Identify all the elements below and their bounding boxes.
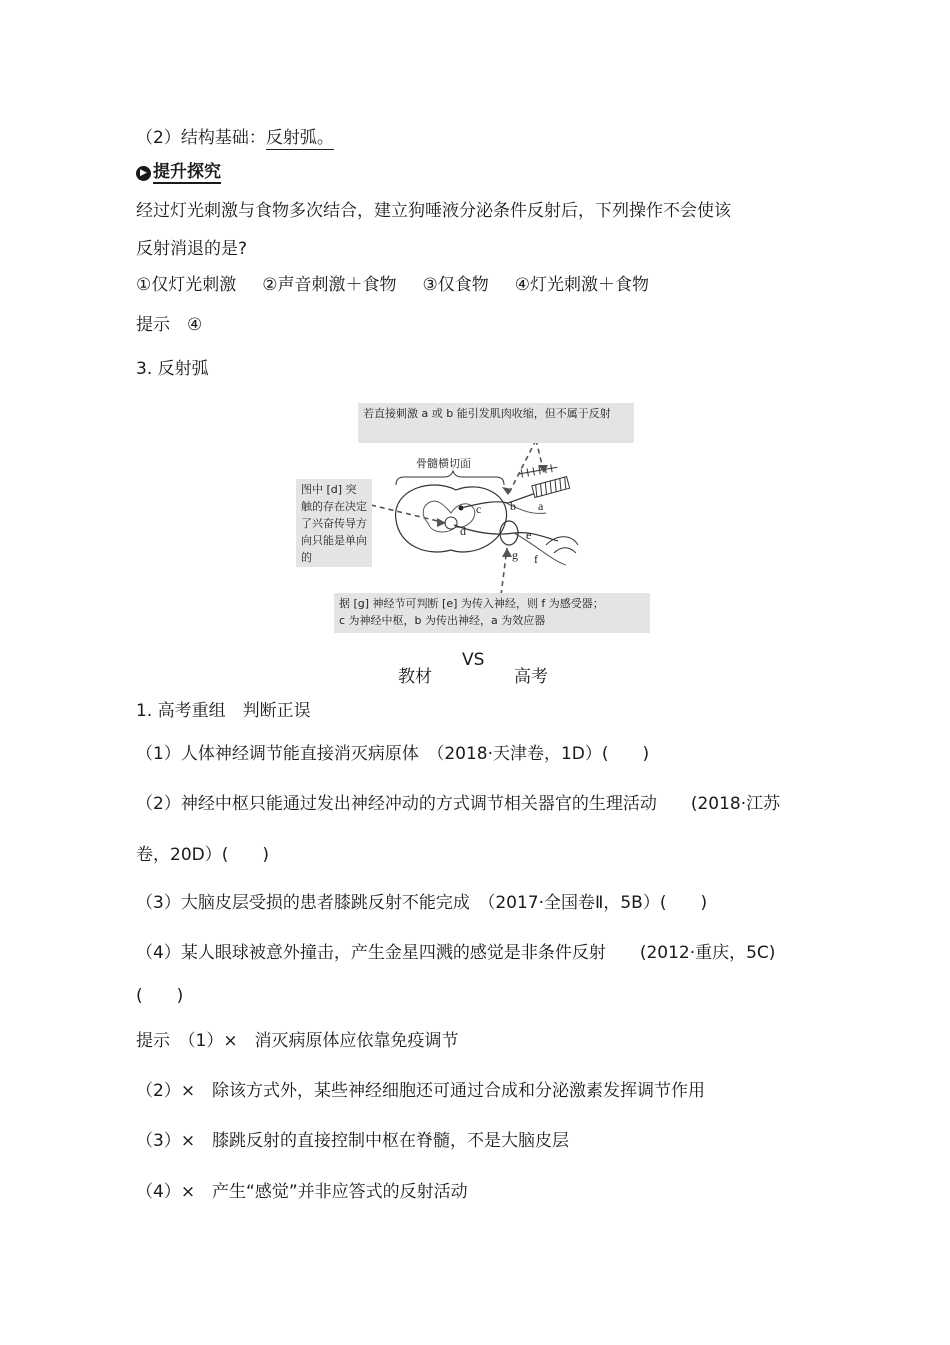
afferent-nerve-e xyxy=(454,525,558,541)
label-f: f xyxy=(534,552,538,566)
structure-basis-value: 反射弧。 xyxy=(265,128,334,148)
arrowhead-d-icon xyxy=(437,518,446,527)
vs-right: 高考 xyxy=(514,667,548,687)
synapse-d xyxy=(445,517,457,529)
vs-middle: VS xyxy=(462,650,485,670)
structure-basis-line xyxy=(136,127,334,149)
hint-answer: ④ xyxy=(187,315,203,335)
answer-3: （3）× 膝跳反射的直接控制中枢在脊髓，不是大脑皮层 xyxy=(136,1131,570,1151)
explore-badge xyxy=(136,162,221,184)
efferent-nerve-b xyxy=(461,493,536,508)
label-e: e xyxy=(526,528,532,542)
effector-muscle xyxy=(532,477,570,498)
vs-left: 教材 xyxy=(398,667,432,687)
explore-question-line2: 反射消退的是? xyxy=(136,239,248,259)
callout-bottom-line1: 据 [g] 神经节可判断 [e] 为传入神经，则 f 为感受器； xyxy=(339,597,604,610)
judge-item-4-line1: （4）某人眼球被意外撞击，产生金星四溅的感觉是非条件反射 (2012·重庆，5C) xyxy=(136,943,776,963)
option-item: ①仅灯光刺激 xyxy=(136,275,237,295)
label-c: c xyxy=(476,502,482,516)
callout-left: 图中 [d] 突触的存在决定了兴奋传导方向只能是单向的 xyxy=(296,479,372,567)
explore-hint xyxy=(136,314,202,336)
option-item: ④灯光刺激＋食物 xyxy=(514,275,649,295)
arrowhead-b-icon xyxy=(502,487,512,495)
reflex-arc-heading: 3. 反射弧 xyxy=(136,359,209,379)
spinal-cord-outline xyxy=(396,485,507,552)
answer-2: （2）× 除该方式外，某些神经细胞还可通过合成和分泌激素发挥调节作用 xyxy=(136,1081,706,1101)
option-item: ②声音刺激＋食物 xyxy=(262,275,397,295)
answer-4: （4）× 产生“感觉”并非应答式的反射活动 xyxy=(136,1182,468,1202)
callout-bottom-line2: c 为神经中枢，b 为传出神经，a 为效应器 xyxy=(339,614,546,627)
answer-1: 提示 （1）× 消灭病原体应依靠免疫调节 xyxy=(136,1031,459,1051)
play-icon: ▶ xyxy=(136,166,151,181)
spinal-label: 骨髓横切面 xyxy=(416,457,471,470)
structure-basis-prefix: （2）结构基础： xyxy=(136,128,266,148)
explore-badge-label: 提升探究 xyxy=(153,162,221,182)
judge-item-4-line2: ( ) xyxy=(136,986,184,1006)
gray-matter xyxy=(423,501,475,532)
explore-options xyxy=(136,274,675,296)
judge-item-2-line2: 卷，20D）( ) xyxy=(136,845,269,865)
callout-bottom xyxy=(334,593,650,633)
judge-item-3: （3）大脑皮层受损的患者膝跳反射不能完成 （2017·全国卷Ⅱ，5B）( ) xyxy=(136,893,708,913)
label-b: b xyxy=(510,499,516,513)
judge-item-2-line1: （2）神经中枢只能通过发出神经冲动的方式调节相关器官的生理活动 (2018·江苏 xyxy=(136,794,781,814)
reflex-arc-figure xyxy=(296,395,652,635)
option-item: ③仅食物 xyxy=(422,275,489,295)
arrow-left-to-d xyxy=(371,505,446,523)
hint-label: 提示 xyxy=(136,315,170,335)
arrowhead-g-icon xyxy=(502,548,512,557)
label-d: d xyxy=(460,524,466,538)
judge-heading: 1. 高考重组 判断正误 xyxy=(136,701,311,721)
label-a: a xyxy=(538,499,544,513)
spinal-label-brace xyxy=(396,471,504,485)
explore-question-line1: 经过灯光刺激与食物多次结合，建立狗唾液分泌条件反射后，下列操作不会使该 xyxy=(136,201,731,221)
judge-item-1: （1）人体神经调节能直接消灭病原体 （2018·天津卷，1D）( ) xyxy=(136,744,650,764)
label-g: g xyxy=(512,548,518,562)
callout-top: 若直接刺激 a 或 b 能引发肌肉收缩，但不属于反射 xyxy=(358,403,634,443)
